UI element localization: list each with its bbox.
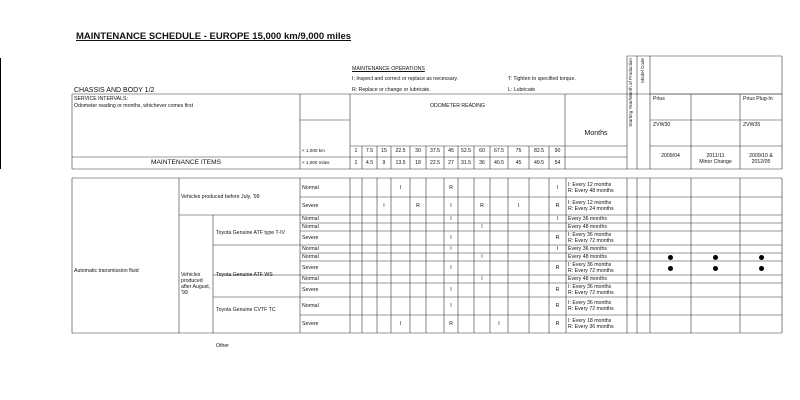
schedule-mark: R (480, 203, 484, 209)
schedule-mark: I (450, 203, 452, 209)
miles-unit-label: × 1,000 miles (302, 160, 330, 165)
schedule-mark: I (517, 203, 520, 209)
schedule-mark: I (481, 254, 483, 260)
applicability-dot (713, 255, 718, 260)
model-year-note: 2012/05 (751, 159, 771, 165)
months-interval: R: Every 24 months (568, 206, 614, 212)
mile-value: 49.5 (533, 160, 545, 166)
group-after-label: Vehicles produced after August, '99 (181, 272, 211, 296)
sub-cvtf-label: Toyota Genuine CVTF TC (216, 307, 276, 313)
km-value: 52.5 (460, 148, 472, 154)
months-interval: Every 36 months (568, 216, 607, 222)
schedule-mark: R (555, 265, 560, 271)
months-interval: I: Every 36 months (568, 262, 612, 268)
mile-value: 22.5 (429, 160, 441, 166)
schedule-mark: I (498, 321, 500, 327)
months-interval: Every 48 months (568, 224, 607, 230)
months-interval: I: Every 36 months (568, 232, 612, 238)
sub-atf-type-label: Toyota Genuine ATF type T-IV (216, 230, 286, 236)
condition-label: Normal (302, 303, 319, 309)
mile-value: 36 (479, 160, 485, 166)
condition-label: Severe (302, 235, 319, 241)
schedule-mark: R (555, 287, 560, 293)
schedule-mark: I (399, 321, 402, 327)
condition-label: Normal (302, 224, 319, 230)
km-value: 1 (354, 148, 358, 154)
operations-title: MAINTENANCE OPERATIONS (352, 66, 425, 72)
applicability-dot (668, 255, 673, 260)
condition-label: Normal (302, 246, 319, 252)
applicability-dot (713, 266, 718, 271)
months-interval: I: Every 36 months (568, 284, 612, 290)
applicability-dot (759, 266, 764, 271)
group-before-label: Vehicles produced before July, '99 (181, 194, 260, 200)
mile-value: 9 (382, 160, 386, 166)
mile-value: 4.5 (365, 160, 374, 166)
mile-value: 27 (448, 160, 454, 166)
operation-inspect: I: Inspect and correct or replace as necessary. (352, 76, 459, 82)
condition-label: Severe (302, 203, 319, 209)
condition-label: Severe (302, 287, 319, 293)
months-label: Months (584, 130, 608, 137)
schedule-mark: R (416, 203, 420, 209)
condition-label: Normal (302, 276, 319, 282)
operation-lubricate: L: Lubricate (508, 87, 536, 93)
km-value: 75 (515, 148, 522, 154)
schedule-mark: I (383, 203, 385, 209)
model-year: 2011/11 (706, 153, 725, 159)
months-interval: I: Every 12 months (568, 200, 612, 206)
mile-value: 13.5 (395, 160, 406, 166)
km-value: 45 (448, 148, 454, 154)
schedule-mark: I (450, 246, 452, 252)
schedule-mark: R (555, 321, 560, 327)
schedule-mark: I (556, 216, 559, 222)
schedule-mark: R (449, 184, 453, 191)
model-code: ZVW30 (653, 122, 671, 128)
maintenance-items-label: MAINTENANCE ITEMS (151, 159, 221, 166)
schedule-mark: I (556, 246, 559, 252)
model-year: 2009/10 & (749, 153, 773, 159)
schedule-mark: R (555, 203, 560, 209)
operation-tighten: T: Tighten to specified torque. (508, 76, 576, 82)
months-interval: R: Every 72 months (568, 290, 614, 296)
model-year: 2009/04 (661, 153, 680, 159)
mile-value: 54 (554, 160, 561, 166)
schedule-mark: I (450, 265, 452, 271)
sub-other-label: Other (216, 343, 229, 349)
schedule-mark: I (481, 224, 483, 230)
km-value: 82.5 (533, 148, 545, 154)
months-interval: Every 36 months (568, 246, 607, 252)
months-interval: I: Every 18 months (568, 318, 612, 324)
km-value: 15 (381, 148, 387, 154)
model-year-note: Minor Change (699, 159, 732, 165)
km-value: 60 (479, 148, 485, 154)
service-intervals-label: SERVICE INTERVALS: (74, 96, 128, 102)
mile-value: 45 (515, 160, 522, 166)
schedule-mark: I (450, 235, 452, 241)
mile-value: 18 (415, 160, 421, 166)
months-interval: Every 48 months (568, 276, 607, 282)
schedule-mark: I (556, 184, 559, 191)
km-value: 7.5 (365, 148, 374, 154)
months-interval: R: Every 48 months (568, 187, 614, 194)
schedule-mark: I (450, 287, 452, 293)
schedule-mark: I (450, 216, 452, 222)
schedule-mark: I (481, 276, 483, 282)
condition-label: Normal (302, 254, 319, 260)
months-interval: I: Every 36 months (568, 300, 612, 306)
sub-atf-ws-label: Toyota Genuine ATF WS (216, 272, 273, 278)
model-code-label: Model Code (640, 58, 645, 83)
schedule-mark: R (555, 303, 560, 309)
model-name: Prius (653, 96, 665, 102)
schedule-mark: I (450, 303, 452, 309)
service-intervals-sub: Odometer reading or months, whichever comes first (74, 103, 194, 109)
months-interval: Every 48 months (568, 254, 607, 260)
months-interval: I: Every 12 months (568, 181, 612, 188)
mile-value: 31.5 (460, 160, 472, 166)
mile-value: 1 (354, 160, 358, 166)
section-title: CHASSIS AND BODY 1/2 (74, 87, 155, 94)
operation-replace: R: Replace or change or lubricate. (352, 87, 431, 93)
model-code: ZVW35 (743, 122, 761, 128)
schedule-mark: R (449, 321, 453, 327)
condition-label: Severe (302, 265, 319, 271)
km-value: 22.5 (395, 148, 406, 154)
km-value: 37.5 (429, 148, 441, 154)
schedule-mark: I (399, 184, 402, 191)
km-value: 67.5 (493, 148, 505, 154)
km-unit-label: × 1,000 km (302, 148, 325, 153)
months-interval: R: Every 72 months (568, 306, 614, 312)
odometer-reading-label: ODOMETER READING (429, 103, 486, 109)
months-interval: R: Every 72 months (568, 268, 614, 274)
km-value: 90 (554, 148, 561, 154)
page-title: MAINTENANCE SCHEDULE - EUROPE 15,000 km/9,000 miles (76, 31, 352, 42)
mile-value: 40.5 (493, 160, 505, 166)
months-interval: R: Every 72 months (568, 238, 614, 244)
km-value: 30 (415, 148, 421, 154)
condition-label: Normal (302, 216, 319, 222)
applicability-dot (759, 255, 764, 260)
months-interval: R: Every 36 months (568, 324, 614, 330)
model-name: Prius Plug-In (743, 96, 773, 102)
schedule-mark: R (555, 235, 560, 241)
item-label-atf: Automatic transmission fluid (74, 268, 139, 274)
condition-label: Normal (302, 184, 319, 191)
condition-label: Severe (302, 321, 319, 327)
starting-year-label: Starting Year/Month of Production (628, 58, 633, 127)
applicability-dot (668, 266, 673, 271)
